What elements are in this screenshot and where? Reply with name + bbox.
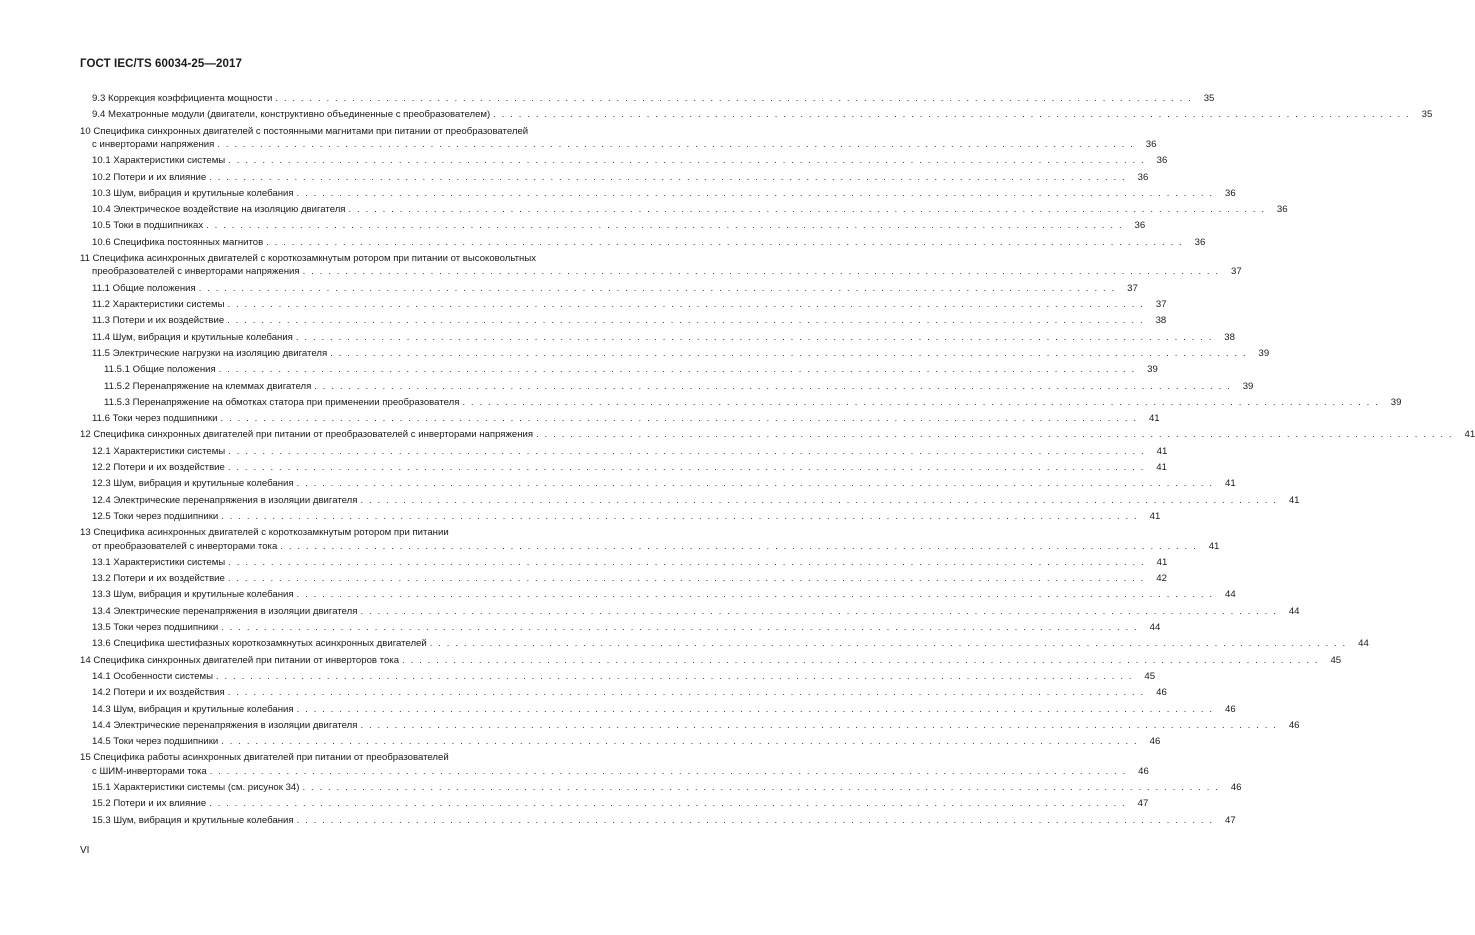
- toc-entry[interactable]: [0, 331, 1235, 345]
- dot-leader: . . . . . . . . . . . . . . . . . . . . . . . . . . . . . . . . . . . . . . . . . . . . . . . . . . . . . . . . . . . . . . . . . . . . . . . . . . . . . . . . . . . . . . . . . . . . . . . . . . . . . . . . . . . .: [295, 331, 1213, 343]
- toc-page-number: 39: [1242, 380, 1254, 392]
- toc-entry[interactable]: [0, 445, 1168, 459]
- toc-page-number: 46: [1149, 736, 1161, 748]
- toc-entry[interactable]: [0, 765, 1149, 779]
- dot-leader: . . . . . . . . . . . . . . . . . . . . . . . . . . . . . . . . . . . . . . . . . . . . . . . . . . . . . . . . . . . . . . . . . . . . . . . . . . . . . . . . . . . . . . . . . . . . . . . . . . . . . . . . . . . .: [493, 109, 1411, 121]
- toc-page-number: 45: [1330, 654, 1342, 666]
- toc-entry[interactable]: [0, 654, 1342, 668]
- toc-entry-title-line: [0, 252, 661, 266]
- toc-entry-title: 13.2 Потери и их воздействие: [92, 573, 225, 585]
- toc-entry-title: 15.1 Характеристики системы (см. рисунок 34): [92, 782, 300, 794]
- dot-leader: . . . . . . . . . . . . . . . . . . . . . . . . . . . . . . . . . . . . . . . . . . . . . . . . . . . . . . . . . . . . . . . . . . . . . . . . . . . . . . . . . . . . . . . . . . . . . . . . . . . . . . . . . . . .: [360, 719, 1278, 731]
- toc-entry-title[interactable]: 15 Специфика работы асинхронных двигателей при питании от преобразователей: [80, 752, 449, 764]
- toc-entry-title: 12.5 Токи через подшипники: [92, 510, 219, 522]
- toc-entry-title: 11.4 Шум, вибрация и крутильные колебания: [92, 331, 293, 343]
- toc-entry-title: 11.5.1 Общие положения: [104, 364, 216, 376]
- dot-leader: . . . . . . . . . . . . . . . . . . . . . . . . . . . . . . . . . . . . . . . . . . . . . . . . . . . . . . . . . . . . . . . . . . . . . . . . . . . . . . . . . . . . . . . . . . . . . . . . . . . . . . . . . . . .: [302, 266, 1220, 278]
- dot-leader: . . . . . . . . . . . . . . . . . . . . . . . . . . . . . . . . . . . . . . . . . . . . . . . . . . . . . . . . . . . . . . . . . . . . . . . . . . . . . . . . . . . . . . . . . . . . . . . . . . . . . . . . . . . .: [296, 187, 1214, 199]
- toc-entry[interactable]: [0, 380, 1254, 394]
- toc-page-number: 46: [1225, 703, 1236, 715]
- toc-entry[interactable]: [0, 396, 1402, 410]
- dot-leader: . . . . . . . . . . . . . . . . . . . . . . . . . . . . . . . . . . . . . . . . . . . . . . . . . . . . . . . . . . . . . . . . . . . . . . . . . . . . . . . . . . . . . . . . . . . . . . . . . . . . . . . . . . . .: [228, 556, 1146, 568]
- toc-entry[interactable]: [0, 236, 1206, 250]
- dot-leader: . . . . . . . . . . . . . . . . . . . . . . . . . . . . . . . . . . . . . . . . . . . . . . . . . . . . . . . . . . . . . . . . . . . . . . . . . . . . . . . . . . . . . . . . . . . . . . . . . . . . . . . . . . . .: [198, 282, 1116, 294]
- toc-page-number: 41: [1156, 445, 1168, 457]
- toc-entry[interactable]: [0, 171, 1149, 185]
- toc-entry[interactable]: [0, 540, 1220, 554]
- dot-leader: . . . . . . . . . . . . . . . . . . . . . . . . . . . . . . . . . . . . . . . . . . . . . . . . . . . . . . . . . . . . . . . . . . . . . . . . . . . . . . . . . . . . . . . . . . . . . . . . . . . . . . . . . . . .: [227, 462, 1145, 474]
- toc-entry-title: 15.2 Потери и их влияние: [92, 798, 207, 810]
- toc-entry-title-line: [0, 526, 661, 540]
- toc-page-number: 41: [1225, 478, 1236, 490]
- toc-entry-title: 11.1 Общие положения: [92, 282, 196, 294]
- toc-entry-title: 11.5.3 Перенапряжение на обмотках статора при применении преобразователя: [104, 396, 460, 408]
- toc-page-number: 36: [1194, 236, 1206, 248]
- toc-entry-title: 10.5 Токи в подшипниках: [92, 220, 204, 232]
- dot-leader: . . . . . . . . . . . . . . . . . . . . . . . . . . . . . . . . . . . . . . . . . . . . . . . . . . . . . . . . . . . . . . . . . . . . . . . . . . . . . . . . . . . . . . . . . . . . . . . . . . . . . . . . . . . .: [360, 605, 1278, 617]
- dot-leader: . . . . . . . . . . . . . . . . . . . . . . . . . . . . . . . . . . . . . . . . . . . . . . . . . . . . . . . . . . . . . . . . . . . . . . . . . . . . . . . . . . . . . . . . . . . . . . . . . . . . . . . . . . . .: [227, 573, 1145, 585]
- toc-page-number: 46: [1138, 765, 1149, 777]
- toc-page-number: 46: [1156, 687, 1167, 699]
- toc-page-number: 35: [1203, 93, 1215, 104]
- dot-leader: . . . . . . . . . . . . . . . . . . . . . . . . . . . . . . . . . . . . . . . . . . . . . . . . . . . . . . . . . . . . . . . . . . . . . . . . . . . . . . . . . . . . . . . . . . . . . . . . . . . . . . . . . . . .: [221, 736, 1139, 748]
- toc-page-number: 36: [1134, 220, 1146, 232]
- dot-leader: . . . . . . . . . . . . . . . . . . . . . . . . . . . . . . . . . . . . . . . . . . . . . . . . . . . . . . . . . . . . . . . . . . . . . . . . . . . . . . . . . . . . . . . . . . . . . . . . . . . . . . . . . . . .: [217, 138, 1135, 150]
- dot-leader: . . . . . . . . . . . . . . . . . . . . . . . . . . . . . . . . . . . . . . . . . . . . . . . . . . . . . . . . . . . . . . . . . . . . . . . . . . . . . . . . . . . . . . . . . . . . . . . . . . . . . . . . . . . .: [296, 814, 1214, 826]
- dot-leader: . . . . . . . . . . . . . . . . . . . . . . . . . . . . . . . . . . . . . . . . . . . . . . . . . . . . . . . . . . . . . . . . . . . . . . . . . . . . . . . . . . . . . . . . . . . . . . . . . . . . . . . . . . . .: [275, 93, 1193, 104]
- toc-entry-title: 11.6 Токи через подшипники: [92, 413, 218, 425]
- toc-entry-title: 13.3 Шум, вибрация и крутильные колебания: [92, 589, 294, 601]
- toc-entry[interactable]: [0, 412, 1160, 426]
- toc-entry-title: 12.4 Электрические перенапряжения в изоляции двигателя: [92, 494, 358, 506]
- toc-page-number: 36: [1276, 204, 1288, 216]
- toc-page-number: 41: [1464, 429, 1475, 441]
- toc-entry[interactable]: [0, 187, 1236, 201]
- toc-entry-title: 10.1 Характеристики системы: [92, 155, 226, 167]
- dot-leader: . . . . . . . . . . . . . . . . . . . . . . . . . . . . . . . . . . . . . . . . . . . . . . . . . . . . . . . . . . . . . . . . . . . . . . . . . . . . . . . . . . . . . . . . . . . . . . . . . . . . . . . . . . . .: [296, 703, 1214, 715]
- toc-page-number: 46: [1230, 782, 1242, 794]
- dot-leader: . . . . . . . . . . . . . . . . . . . . . . . . . . . . . . . . . . . . . . . . . . . . . . . . . . . . . . . . . . . . . . . . . . . . . . . . . . . . . . . . . . . . . . . . . . . . . . . . . . . . . . . . . . . .: [228, 445, 1146, 457]
- dot-leader: . . . . . . . . . . . . . . . . . . . . . . . . . . . . . . . . . . . . . . . . . . . . . . . . . . . . . . . . . . . . . . . . . . . . . . . . . . . . . . . . . . . . . . . . . . . . . . . . . . . . . . . . . . . .: [536, 429, 1454, 441]
- toc-entry-title: 12.2 Потери и их воздействие: [92, 462, 225, 474]
- toc-page-number: 46: [1288, 719, 1300, 731]
- toc-page-number: 44: [1225, 589, 1236, 601]
- dot-leader: . . . . . . . . . . . . . . . . . . . . . . . . . . . . . . . . . . . . . . . . . . . . . . . . . . . . . . . . . . . . . . . . . . . . . . . . . . . . . . . . . . . . . . . . . . . . . . . . . . . . . . . . . . . .: [302, 782, 1220, 794]
- toc-entry-title-continuation: преобразователей с инверторами напряжения: [92, 266, 300, 278]
- dot-leader: . . . . . . . . . . . . . . . . . . . . . . . . . . . . . . . . . . . . . . . . . . . . . . . . . . . . . . . . . . . . . . . . . . . . . . . . . . . . . . . . . . . . . . . . . . . . . . . . . . . . . . . . . . . .: [227, 687, 1145, 699]
- toc-entry[interactable]: [0, 670, 1156, 684]
- dot-leader: . . . . . . . . . . . . . . . . . . . . . . . . . . . . . . . . . . . . . . . . . . . . . . . . . . . . . . . . . . . . . . . . . . . . . . . . . . . . . . . . . . . . . . . . . . . . . . . . . . . . . . . . . . . .: [215, 670, 1134, 682]
- toc-entry-title: 12.3 Шум, вибрация и крутильные колебания: [92, 478, 294, 490]
- toc-entry[interactable]: [0, 797, 1149, 811]
- toc-entry-title: 10.6 Специфика постоянных магнитов: [92, 236, 264, 248]
- toc-entry-title: 10.3 Шум, вибрация и крутильные колебания: [92, 187, 294, 199]
- toc-page-number: 41: [1288, 494, 1300, 506]
- toc-entry[interactable]: [0, 92, 1215, 106]
- toc-entry-title: 13.5 Токи через подшипники: [92, 622, 219, 634]
- toc-entry-title-continuation: от преобразователей с инверторами тока: [92, 540, 278, 552]
- toc-page-number: 47: [1225, 814, 1236, 826]
- toc-page-number: 47: [1137, 798, 1149, 810]
- toc-entry-title: 11.3 Потери и их воздействие: [92, 315, 225, 327]
- dot-leader: . . . . . . . . . . . . . . . . . . . . . . . . . . . . . . . . . . . . . . . . . . . . . . . . . . . . . . . . . . . . . . . . . . . . . . . . . . . . . . . . . . . . . . . . . . . . . . . . . . . . . . . . . . . .: [220, 413, 1138, 425]
- toc-entry-title-continuation: с ШИМ-инверторами тока: [92, 765, 207, 777]
- toc-entry[interactable]: [0, 282, 1138, 296]
- dot-leader: . . . . . . . . . . . . . . . . . . . . . . . . . . . . . . . . . . . . . . . . . . . . . . . . . . . . . . . . . . . . . . . . . . . . . . . . . . . . . . . . . . . . . . . . . . . . . . . . . . . . . . . . . . . .: [429, 638, 1347, 650]
- toc-entry[interactable]: [0, 314, 1167, 328]
- toc-entry-title: 12.1 Характеристики системы: [92, 445, 226, 457]
- dot-leader: . . . . . . . . . . . . . . . . . . . . . . . . . . . . . . . . . . . . . . . . . . . . . . . . . . . . . . . . . . . . . . . . . . . . . . . . . . . . . . . . . . . . . . . . . . . . . . . . . . . . . . . . . . . .: [206, 220, 1124, 232]
- toc-page-number: 37: [1127, 282, 1138, 294]
- dot-leader: . . . . . . . . . . . . . . . . . . . . . . . . . . . . . . . . . . . . . . . . . . . . . . . . . . . . . . . . . . . . . . . . . . . . . . . . . . . . . . . . . . . . . . . . . . . . . . . . . . . . . . . . . . . .: [228, 155, 1146, 167]
- toc-page-number: 38: [1224, 331, 1235, 343]
- toc-page-number: 41: [1156, 462, 1167, 474]
- dot-leader: . . . . . . . . . . . . . . . . . . . . . . . . . . . . . . . . . . . . . . . . . . . . . . . . . . . . . . . . . . . . . . . . . . . . . . . . . . . . . . . . . . . . . . . . . . . . . . . . . . . . . . . . . . . .: [218, 364, 1136, 376]
- toc-entry-title: 13.4 Электрические перенапряжения в изоляции двигателя: [92, 605, 358, 617]
- dot-leader: . . . . . . . . . . . . . . . . . . . . . . . . . . . . . . . . . . . . . . . . . . . . . . . . . . . . . . . . . . . . . . . . . . . . . . . . . . . . . . . . . . . . . . . . . . . . . . . . . . . . . . . . . . . .: [296, 589, 1214, 601]
- toc-page-number: 42: [1156, 573, 1167, 585]
- toc-page-number: 44: [1149, 622, 1161, 634]
- toc-page-number: 45: [1144, 670, 1156, 682]
- toc-page-number: 36: [1145, 138, 1157, 150]
- toc-entry-title[interactable]: 10 Специфика синхронных двигателей с постоянными магнитами при питании от преобразователей: [80, 125, 529, 137]
- toc-entry-title: 15.3 Шум, вибрация и крутильные колебания: [92, 814, 294, 826]
- toc-entry[interactable]: [0, 781, 1242, 795]
- dot-leader: . . . . . . . . . . . . . . . . . . . . . . . . . . . . . . . . . . . . . . . . . . . . . . . . . . . . . . . . . . . . . . . . . . . . . . . . . . . . . . . . . . . . . . . . . . . . . . . . . . . . . . . . . . . .: [402, 654, 1320, 666]
- toc-entry[interactable]: [0, 219, 1146, 233]
- toc-entry[interactable]: [0, 363, 1158, 377]
- toc-entry-title: 10.2 Потери и их влияние: [92, 171, 207, 183]
- toc-entry-title: 10.4 Электрическое воздействие на изоляцию двигателя: [92, 204, 346, 216]
- toc-entry[interactable]: [0, 461, 1167, 475]
- toc-entry-title-continuation: с инверторами напряжения: [92, 138, 215, 150]
- dot-leader: . . . . . . . . . . . . . . . . . . . . . . . . . . . . . . . . . . . . . . . . . . . . . . . . . . . . . . . . . . . . . . . . . . . . . . . . . . . . . . . . . . . . . . . . . . . . . . . . . . . . . . . . . . . .: [348, 204, 1266, 216]
- toc-entry[interactable]: [0, 203, 1288, 217]
- dot-leader: . . . . . . . . . . . . . . . . . . . . . . . . . . . . . . . . . . . . . . . . . . . . . . . . . . . . . . . . . . . . . . . . . . . . . . . . . . . . . . . . . . . . . . . . . . . . . . . . . . . . . . . . . . . .: [227, 315, 1145, 327]
- toc-entry-title: 11.5.2 Перенапряжение на клеммах двигателя: [104, 380, 312, 392]
- toc-entry-title: 11.2 Характеристики системы: [92, 299, 225, 311]
- toc-page-number: 39: [1258, 347, 1270, 359]
- toc-entry[interactable]: [0, 298, 1167, 312]
- toc-entry[interactable]: [0, 621, 1161, 635]
- toc-page-number: 37: [1155, 299, 1167, 311]
- dot-leader: . . . . . . . . . . . . . . . . . . . . . . . . . . . . . . . . . . . . . . . . . . . . . . . . . . . . . . . . . . . . . . . . . . . . . . . . . . . . . . . . . . . . . . . . . . . . . . . . . . . . . . . . . . . .: [209, 765, 1127, 777]
- toc-entry-title-line: [0, 125, 661, 139]
- toc-page-number: 35: [1421, 109, 1433, 121]
- toc-page-number: 36: [1137, 171, 1149, 183]
- toc-entry-title: 14.5 Токи через подшипники: [92, 736, 219, 748]
- dot-leader: . . . . . . . . . . . . . . . . . . . . . . . . . . . . . . . . . . . . . . . . . . . . . . . . . . . . . . . . . . . . . . . . . . . . . . . . . . . . . . . . . . . . . . . . . . . . . . . . . . . . . . . . . . . .: [330, 347, 1248, 359]
- toc-page-number: 41: [1148, 413, 1160, 425]
- page-number: VI: [80, 845, 90, 856]
- toc-entry[interactable]: [0, 814, 1236, 828]
- toc-entry[interactable]: [0, 347, 1270, 361]
- toc-entry-title[interactable]: 11 Специфика асинхронных двигателей с короткозамкнутым ротором при питании от высоковольтных: [80, 253, 537, 265]
- toc-entry-title: 14 Специфика синхронных двигателей при питании от инверторов тока: [80, 654, 400, 666]
- toc-entry-title-line: [0, 751, 661, 765]
- toc-entry-title: 12 Специфика синхронных двигателей при питании от преобразователей с инверторами напряжения: [80, 429, 534, 441]
- toc-entry[interactable]: [0, 428, 1475, 442]
- dot-leader: . . . . . . . . . . . . . . . . . . . . . . . . . . . . . . . . . . . . . . . . . . . . . . . . . . . . . . . . . . . . . . . . . . . . . . . . . . . . . . . . . . . . . . . . . . . . . . . . . . . . . . . . . . . .: [314, 380, 1232, 392]
- document-header: ГОСТ IEC/TS 60034-25—2017: [80, 58, 242, 70]
- toc-entry[interactable]: [0, 556, 1168, 570]
- toc-entry-title: 14.3 Шум, вибрация и крутильные колебания: [92, 703, 294, 715]
- toc-page-number: 37: [1231, 266, 1242, 278]
- dot-leader: . . . . . . . . . . . . . . . . . . . . . . . . . . . . . . . . . . . . . . . . . . . . . . . . . . . . . . . . . . . . . . . . . . . . . . . . . . . . . . . . . . . . . . . . . . . . . . . . . . . . . . . . . . . .: [209, 171, 1127, 183]
- toc-entry-title: 14.2 Потери и их воздействия: [92, 687, 225, 699]
- dot-leader: . . . . . . . . . . . . . . . . . . . . . . . . . . . . . . . . . . . . . . . . . . . . . . . . . . . . . . . . . . . . . . . . . . . . . . . . . . . . . . . . . . . . . . . . . . . . . . . . . . . . . . . . . . . .: [227, 299, 1145, 311]
- toc-entry[interactable]: [0, 265, 1242, 279]
- toc-page-number: 39: [1147, 364, 1158, 376]
- dot-leader: . . . . . . . . . . . . . . . . . . . . . . . . . . . . . . . . . . . . . . . . . . . . . . . . . . . . . . . . . . . . . . . . . . . . . . . . . . . . . . . . . . . . . . . . . . . . . . . . . . . . . . . . . . . .: [280, 540, 1198, 552]
- toc-entry[interactable]: [0, 494, 1300, 508]
- dot-leader: . . . . . . . . . . . . . . . . . . . . . . . . . . . . . . . . . . . . . . . . . . . . . . . . . . . . . . . . . . . . . . . . . . . . . . . . . . . . . . . . . . . . . . . . . . . . . . . . . . . . . . . . . . . .: [266, 236, 1184, 248]
- toc-entry-title[interactable]: 13 Специфика асинхронных двигателей с короткозамкнутым ротором при питании: [80, 527, 449, 539]
- toc-entry-title: 9.4 Мехатронные модули (двигатели, конструктивно объединенные с преобразователем): [92, 109, 491, 121]
- dot-leader: . . . . . . . . . . . . . . . . . . . . . . . . . . . . . . . . . . . . . . . . . . . . . . . . . . . . . . . . . . . . . . . . . . . . . . . . . . . . . . . . . . . . . . . . . . . . . . . . . . . . . . . . . . . .: [221, 622, 1139, 634]
- toc-page-number: 39: [1390, 396, 1402, 408]
- dot-leader: . . . . . . . . . . . . . . . . . . . . . . . . . . . . . . . . . . . . . . . . . . . . . . . . . . . . . . . . . . . . . . . . . . . . . . . . . . . . . . . . . . . . . . . . . . . . . . . . . . . . . . . . . . . .: [221, 510, 1139, 522]
- toc-entry[interactable]: [0, 108, 1433, 122]
- toc-page-number: 36: [1225, 187, 1236, 199]
- dot-leader: . . . . . . . . . . . . . . . . . . . . . . . . . . . . . . . . . . . . . . . . . . . . . . . . . . . . . . . . . . . . . . . . . . . . . . . . . . . . . . . . . . . . . . . . . . . . . . . . . . . . . . . . . . . .: [360, 494, 1278, 506]
- toc-entry-title: 13.6 Специфика шестифазных короткозамкнутых асинхронных двигателей: [92, 638, 427, 650]
- toc-entry[interactable]: [0, 588, 1236, 602]
- dot-leader: . . . . . . . . . . . . . . . . . . . . . . . . . . . . . . . . . . . . . . . . . . . . . . . . . . . . . . . . . . . . . . . . . . . . . . . . . . . . . . . . . . . . . . . . . . . . . . . . . . . . . . . . . . . .: [462, 396, 1380, 408]
- toc-entry-title: 14.1 Особенности системы: [92, 670, 213, 682]
- toc-entry-title: 14.4 Электрические перенапряжения в изоляции двигателя: [92, 719, 358, 731]
- toc-page-number: 41: [1156, 556, 1168, 568]
- toc-page-number: 41: [1149, 510, 1161, 522]
- toc-entry-title: 9.3 Коррекция коэффициента мощности: [92, 93, 273, 104]
- toc-entry[interactable]: [0, 477, 1236, 491]
- toc-page-number: 44: [1288, 605, 1300, 617]
- toc-entry[interactable]: [0, 719, 1300, 733]
- toc-entry[interactable]: [0, 703, 1236, 717]
- toc-entry[interactable]: [0, 138, 1157, 152]
- toc-entry[interactable]: [0, 735, 1161, 749]
- toc-page-number: 36: [1156, 155, 1168, 167]
- toc-entry[interactable]: [0, 637, 1369, 651]
- toc-entry[interactable]: [0, 572, 1167, 586]
- toc-entry[interactable]: [0, 510, 1161, 524]
- toc-page-number: 41: [1208, 540, 1220, 552]
- dot-leader: . . . . . . . . . . . . . . . . . . . . . . . . . . . . . . . . . . . . . . . . . . . . . . . . . . . . . . . . . . . . . . . . . . . . . . . . . . . . . . . . . . . . . . . . . . . . . . . . . . . . . . . . . . . .: [296, 478, 1214, 490]
- toc-entry[interactable]: [0, 686, 1167, 700]
- dot-leader: . . . . . . . . . . . . . . . . . . . . . . . . . . . . . . . . . . . . . . . . . . . . . . . . . . . . . . . . . . . . . . . . . . . . . . . . . . . . . . . . . . . . . . . . . . . . . . . . . . . . . . . . . . . .: [209, 798, 1127, 810]
- toc-page-number: 38: [1155, 315, 1167, 327]
- toc-entry[interactable]: [0, 154, 1168, 168]
- toc-entry[interactable]: [0, 605, 1300, 619]
- toc-page-number: 44: [1358, 638, 1369, 650]
- toc-entry-title: 11.5 Электрические нагрузки на изоляцию двигателя: [92, 347, 328, 359]
- toc-entry-title: 13.1 Характеристики системы: [92, 556, 226, 568]
